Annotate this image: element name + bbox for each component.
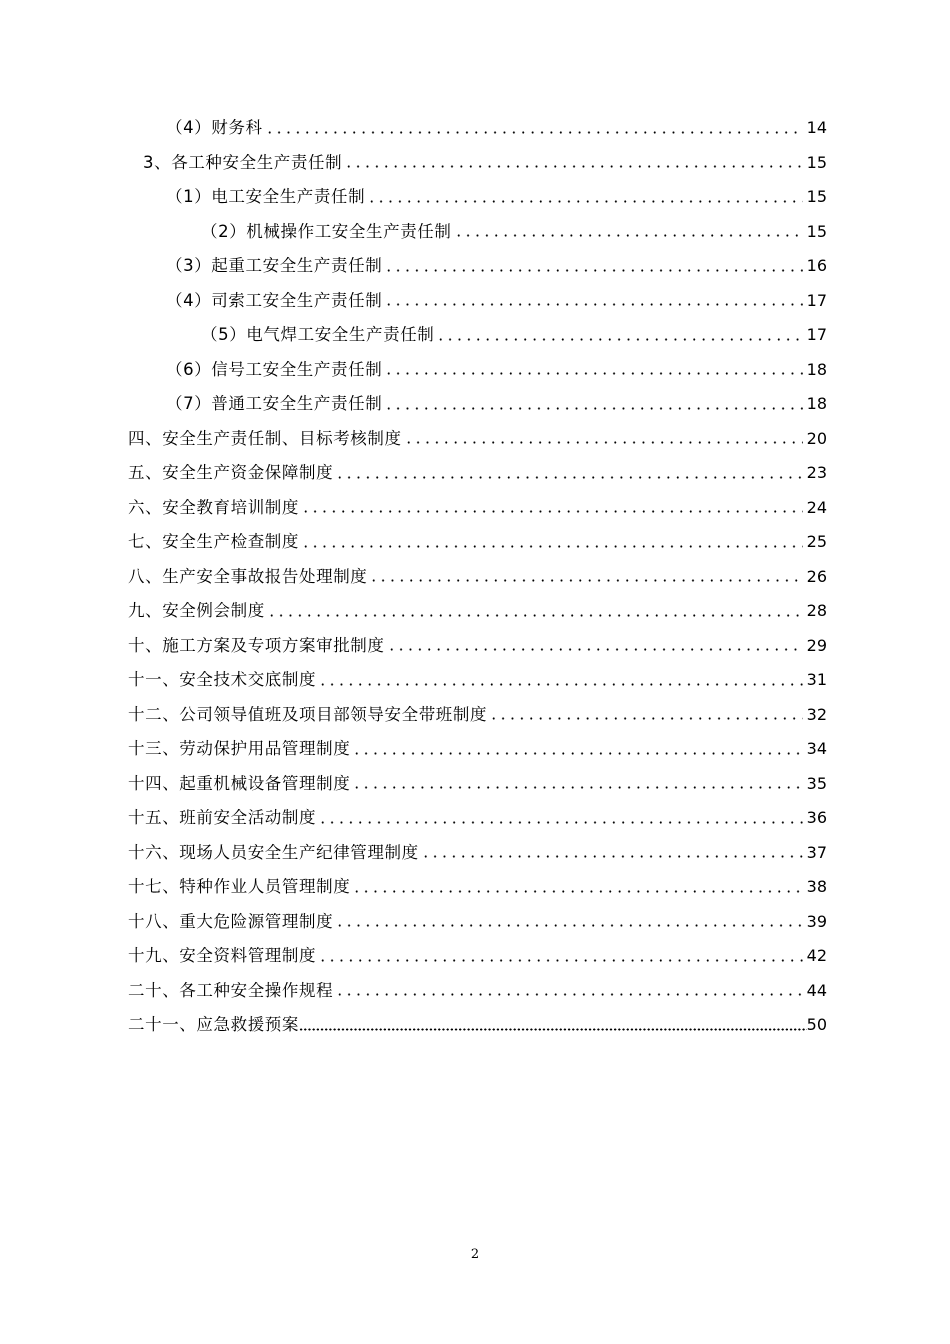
toc-entry[interactable] xyxy=(0,456,950,491)
toc-entry[interactable] xyxy=(0,353,950,388)
toc-entry[interactable] xyxy=(0,318,950,353)
toc-entry[interactable] xyxy=(0,594,950,629)
toc-dot-leader xyxy=(384,372,802,375)
toc-entry[interactable] xyxy=(0,905,950,940)
toc-entry[interactable] xyxy=(0,387,950,422)
toc-entry-page: 39 xyxy=(806,911,827,931)
toc-entry-page: 38 xyxy=(806,877,827,896)
toc-entry-title: 八、生产安全事故报告处理制度 xyxy=(128,566,368,586)
toc-entry-page: 28 xyxy=(806,601,827,620)
toc-entry-title: 十六、现场人员安全生产纪律管理制度 xyxy=(128,842,419,862)
toc-entry-page: 24 xyxy=(806,497,827,517)
toc-entry[interactable] xyxy=(0,939,950,974)
toc-dot-leader xyxy=(454,234,803,237)
toc-entry-title: （3）起重工安全生产责任制 xyxy=(166,256,383,275)
toc-entry-page: 20 xyxy=(806,428,827,448)
toc-entry-page: 36 xyxy=(806,808,827,827)
toc-entry-page: 42 xyxy=(806,946,827,965)
toc-entry-title: 十五、班前安全活动制度 xyxy=(128,808,317,827)
toc-dot-leader xyxy=(489,717,803,720)
toc-dot-leader xyxy=(318,959,803,962)
toc-entry-title: （5）电气焊工安全生产责任制 xyxy=(201,325,435,344)
toc-entry-title: 十二、公司领导值班及项目部领导安全带班制度 xyxy=(128,704,488,724)
toc-dot-leader xyxy=(352,890,802,893)
toc-entry-page: 34 xyxy=(806,739,827,758)
toc-entry[interactable] xyxy=(0,180,950,215)
toc-dot-leader xyxy=(369,579,802,582)
toc-entry[interactable] xyxy=(0,146,950,181)
toc-entry-title: （4）财务科 xyxy=(166,118,263,137)
toc-dot-leader xyxy=(301,510,803,513)
toc-entry[interactable] xyxy=(0,215,950,250)
toc-dot-leader xyxy=(436,338,802,341)
toc-entry-title: （6）信号工安全生产责任制 xyxy=(166,359,383,379)
toc-entry[interactable] xyxy=(0,698,950,733)
toc-entry[interactable] xyxy=(0,836,950,871)
toc-entry-page: 44 xyxy=(806,980,827,1000)
toc-entry-title: 十四、起重机械设备管理制度 xyxy=(128,773,351,793)
toc-entry[interactable] xyxy=(0,870,950,905)
toc-entry-page: 18 xyxy=(806,359,827,379)
toc-entry-page: 37 xyxy=(806,842,827,862)
toc-entry[interactable] xyxy=(0,525,950,560)
toc-dot-leader xyxy=(335,924,802,927)
toc-entry-page: 17 xyxy=(806,290,827,310)
toc-entry-title: 十八、重大危险源管理制度 xyxy=(128,911,334,931)
page-number: 2 xyxy=(470,1247,480,1262)
toc-entry-title: 3、各工种安全生产责任制 xyxy=(143,152,343,172)
toc-entry[interactable] xyxy=(0,249,950,284)
toc-entry-page: 26 xyxy=(806,566,827,586)
toc-entry[interactable] xyxy=(0,111,950,146)
toc-entry[interactable] xyxy=(0,732,950,767)
toc-dot-leader xyxy=(421,855,803,858)
toc-dot-leader xyxy=(299,1028,807,1031)
toc-entry[interactable] xyxy=(0,560,950,595)
toc-entry-title: 六、安全教育培训制度 xyxy=(128,497,299,517)
toc-dot-leader xyxy=(384,269,802,272)
toc-dot-leader xyxy=(384,407,802,410)
toc-entry-title: 十一、安全技术交底制度 xyxy=(128,670,317,689)
toc-entry-page: 17 xyxy=(806,325,827,344)
toc-entry-page: 15 xyxy=(806,187,827,206)
toc-dot-leader xyxy=(352,786,802,789)
toc-entry-title: （4）司索工安全生产责任制 xyxy=(166,290,383,310)
toc-entry-title: （7）普通工安全生产责任制 xyxy=(166,394,383,413)
toc-entry-title: 二十、各工种安全操作规程 xyxy=(128,980,334,1000)
toc-dot-leader xyxy=(384,303,802,306)
toc-entry-page: 31 xyxy=(806,670,827,689)
toc-entry-page: 25 xyxy=(806,532,827,551)
toc-entry-page: 35 xyxy=(806,773,827,793)
toc-dot-leader xyxy=(301,545,803,548)
toc-entry-title: 十九、安全资料管理制度 xyxy=(128,946,317,965)
toc-entry[interactable] xyxy=(0,491,950,526)
toc-entry-page: 32 xyxy=(806,704,827,724)
toc-dot-leader xyxy=(318,821,803,824)
toc-entry-title: 五、安全生产资金保障制度 xyxy=(128,463,334,482)
toc-entry[interactable] xyxy=(0,801,950,836)
toc-entry-page: 15 xyxy=(806,152,827,172)
toc-entry[interactable] xyxy=(0,629,950,664)
toc-dot-leader xyxy=(265,131,803,134)
toc-entry-page: 18 xyxy=(806,394,827,413)
toc-entry-page: 15 xyxy=(806,221,827,241)
toc-entry-title: 十三、劳动保护用品管理制度 xyxy=(128,739,351,758)
toc-dot-leader xyxy=(344,165,802,168)
toc-dot-leader xyxy=(352,752,802,755)
toc-dot-leader xyxy=(387,648,803,651)
toc-entry-title: 七、安全生产检查制度 xyxy=(128,532,299,551)
toc-dot-leader xyxy=(335,476,802,479)
toc-entry[interactable] xyxy=(0,422,950,457)
toc-entry-page: 14 xyxy=(806,118,827,137)
toc-entry-page: 50 xyxy=(806,1015,827,1034)
toc-entry[interactable] xyxy=(0,974,950,1009)
toc-dot-leader xyxy=(318,683,803,686)
toc-entry-page: 29 xyxy=(806,635,827,655)
toc-entry[interactable] xyxy=(0,284,950,319)
toc-entry-page: 23 xyxy=(806,463,827,482)
toc-dot-leader xyxy=(267,614,803,617)
toc-entry-title: 十七、特种作业人员管理制度 xyxy=(128,877,351,896)
toc-entry[interactable] xyxy=(0,767,950,802)
toc-entry-title: （2）机械操作工安全生产责任制 xyxy=(201,221,452,241)
table-of-contents xyxy=(0,111,950,1043)
toc-dot-leader xyxy=(404,441,803,444)
toc-entry-title: （1）电工安全生产责任制 xyxy=(166,187,366,206)
toc-dot-leader xyxy=(335,993,802,996)
toc-entry[interactable] xyxy=(0,663,950,698)
toc-entry[interactable] xyxy=(0,1008,950,1043)
toc-dot-leader xyxy=(367,200,802,203)
toc-entry-title: 十、施工方案及专项方案审批制度 xyxy=(128,635,385,655)
toc-entry-title: 九、安全例会制度 xyxy=(128,601,265,620)
toc-entry-title: 二十一、应急救援预案 xyxy=(128,1015,299,1034)
toc-entry-page: 16 xyxy=(806,256,827,275)
toc-entry-title: 四、安全生产责任制、目标考核制度 xyxy=(128,428,402,448)
